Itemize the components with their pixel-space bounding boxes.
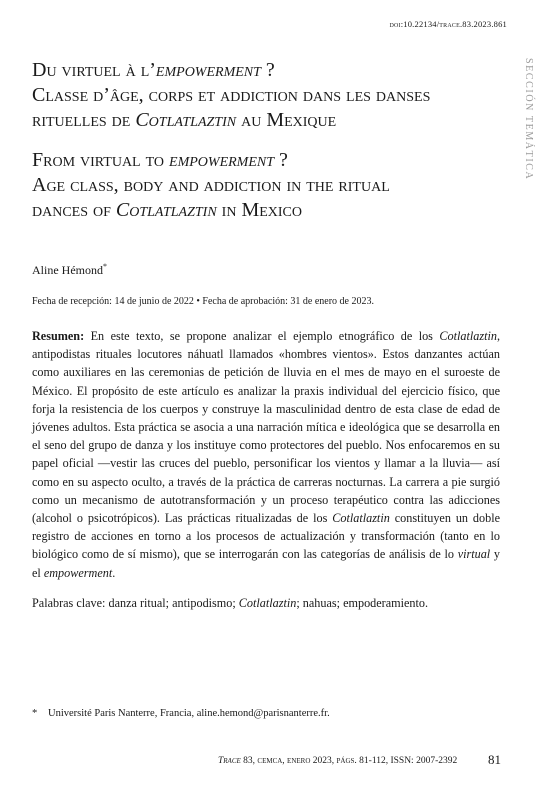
author-name: Aline Hémond* [32,262,107,277]
section-label: SECCIÓN TEMÁTICA [523,58,534,181]
author-affiliation-footnote: * Université Paris Nanterre, Francia, aline.hemond@parisnanterre.fr. [32,708,330,719]
title-en-line2: Age class, body and addiction in the ritual [32,174,390,196]
abstract-label: Resumen: [32,329,85,343]
title-french [32,58,502,133]
submission-dates: Fecha de recepción: 14 de junio de 2022 • Fecha de aprobación: 31 de enero de 2023. [32,296,374,307]
title-fr-line3: rituelles de Cotlatlaztin au Mexique [32,109,337,131]
keywords-label: Palabras clave: [32,596,106,610]
running-footer: Trace 83, cemca, enero 2023, págs. 81-112, ISSN: 2007-2392 [218,756,458,766]
author-footnote-mark: * [103,262,107,271]
title-fr-line2: Classe d’âge, corps et addiction dans les danses [32,84,431,106]
keywords: Palabras clave: danza ritual; antipodismo; Cotlatlaztin; nahuas; empoderamiento. [32,596,429,610]
abstract: Resumen: En este texto, se propone analizar el ejemplo etnográfico de los Cotlatlaztin, antipodistas rituales locutores náhuatl llamados «hombres vientos». Estos danzantes actúan como auxiliares en las ceremonias de petición de lluvia en el mes de mayo en el suroeste de México. El propósito de este artículo es analizar la praxis individual del ejercicio físico, que forja la resistencia de los cuerpos y construye la masculinidad dentro de esta clase de edad de jóvenes adultos. Esta práctica se asocia a una narración mítica e ideológica que se desarrolla en el seno del grupo de danza y los instituye como protectores del pueblo. Nos enfocaremos en su papel oficial —vestir las cruces del pueblo, personificar los vientos y llamar a la lluvia— así como en su aspecto oculto, a través de la práctica de carreras nocturnas. La carrera a pie surgió como un mecanismo de autotransformación y un proceso terapéutico contra las adicciones (alcohol o psicotrópicos). Las prácticas ritualizadas de los Cotlatlaztin constituyen un doble registro de acciones en torno a los procesos de actualización y transformación (tanto en lo biológico como de sí mismo), que se interrogarán con las categorías de análisis de lo virtual y el empowerment. [32,329,501,580]
doi-label: doi:10.22134/trace.83.2023.861 [389,19,507,29]
title-en-line3: dances of Cotlatlaztin in Mexico [32,199,302,221]
title-fr-line1: Du virtuel à l’empowerment ? [32,59,275,81]
page-number: 81 [488,752,501,767]
title-english [32,148,502,223]
title-en-line1: From virtual to empowerment ? [32,149,288,171]
